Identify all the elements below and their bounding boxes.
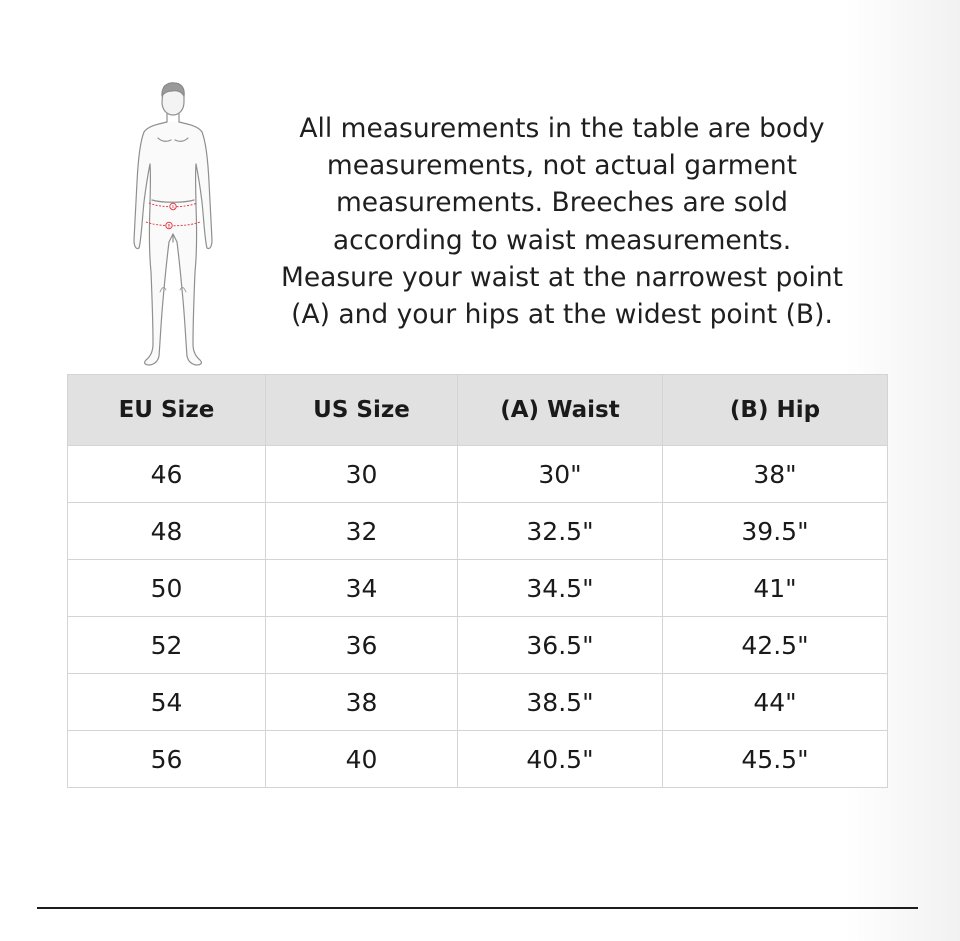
cell-hip: 45.5" [663,731,888,788]
cell-eu-size: 56 [68,731,266,788]
size-chart-table [67,374,888,788]
cell-us-size: 36 [266,617,458,674]
instruction-line: measurements, not actual garment [326,150,798,182]
cell-us-size: 34 [266,560,458,617]
table-row [68,560,888,617]
cell-waist: 40.5" [458,731,663,788]
table-row [68,731,888,788]
header-us-size: US Size [266,375,458,446]
cell-hip: 42.5" [663,617,888,674]
hip-marker-label: B [167,224,171,230]
waist-marker-label: A [171,205,175,211]
table-row [68,446,888,503]
table-row [68,674,888,731]
cell-us-size: 38 [266,674,458,731]
table-row [68,617,888,674]
instruction-line: All measurements in the table are body [299,113,825,144]
cell-eu-size: 50 [68,560,266,617]
human-body-icon [122,82,222,374]
cell-waist: 36.5" [458,617,663,674]
cell-hip: 44" [663,674,888,731]
instruction-line: Measure your waist at the narrowest point [280,261,844,293]
bottom-divider [37,907,918,909]
instruction-line: measurements. Breeches are sold [335,187,788,219]
cell-us-size: 32 [266,503,458,560]
cell-hip: 39.5" [663,503,888,560]
instruction-line: (A) and your hips at the widest point (B). [291,299,833,331]
measurement-instructions [262,110,862,333]
table-header-row [68,375,888,446]
header-hip: (B) Hip [663,375,888,446]
header-waist: (A) Waist [458,375,663,446]
body-measurement-figure [122,82,222,374]
cell-eu-size: 54 [68,674,266,731]
cell-waist: 30" [458,446,663,503]
header-eu-size: EU Size [68,375,266,446]
cell-hip: 38" [663,446,888,503]
table-row [68,503,888,560]
cell-eu-size: 52 [68,617,266,674]
cell-waist: 34.5" [458,560,663,617]
cell-eu-size: 46 [68,446,266,503]
cell-us-size: 40 [266,731,458,788]
cell-waist: 32.5" [458,503,663,560]
cell-waist: 38.5" [458,674,663,731]
cell-hip: 41" [663,560,888,617]
cell-eu-size: 48 [68,503,266,560]
instruction-line: according to waist measurements. [332,224,792,256]
cell-us-size: 30 [266,446,458,503]
